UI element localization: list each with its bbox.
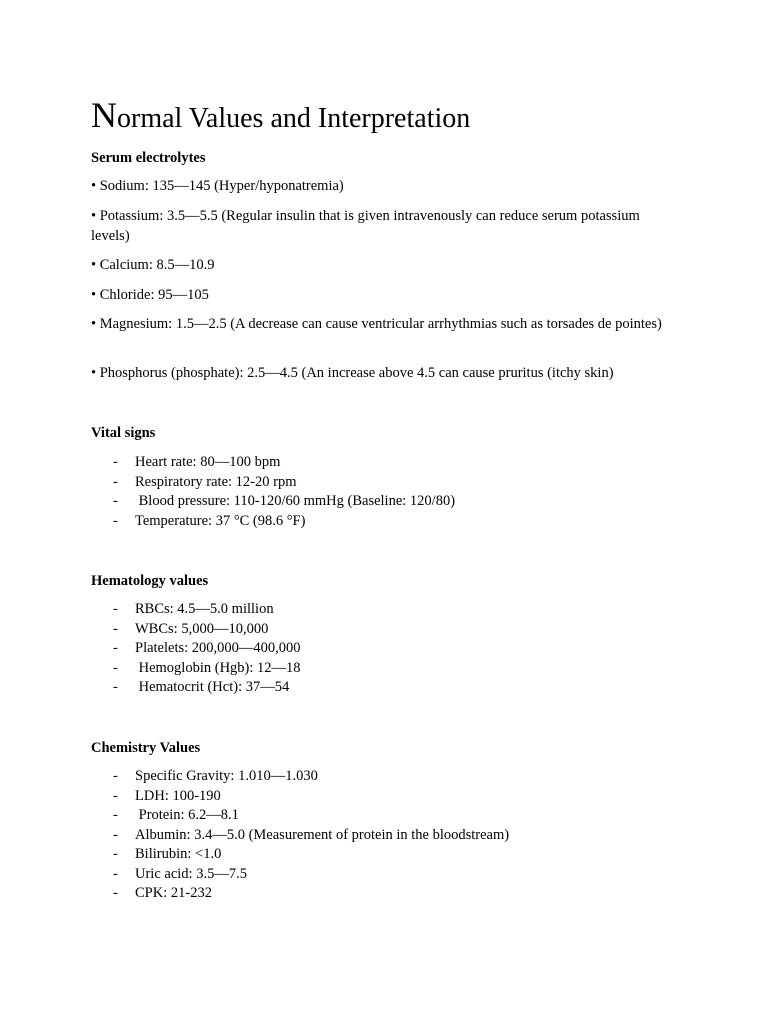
list-item-text: Bilirubin: <1.0	[135, 846, 222, 862]
list-item-text: LDH: 100-190	[135, 787, 221, 804]
potassium-item	[91, 207, 681, 246]
chloride-item	[91, 286, 681, 306]
sodium-item	[91, 177, 681, 197]
dash-marker: -	[113, 807, 118, 823]
chemistry-heading: Chemistry Values	[91, 740, 201, 756]
hematology-list	[91, 600, 301, 698]
list-item	[91, 453, 455, 473]
dash-marker: -	[113, 620, 118, 637]
list-item	[91, 620, 301, 640]
list-item	[91, 492, 455, 512]
list-item-text: Temperature: 37 °C (98.6 °F)	[135, 512, 306, 529]
calcium-name: • Calcium	[91, 257, 149, 273]
list-item-text: Blood pressure: 110-120/60 mmHg (Baseline: 120/80)	[135, 493, 456, 509]
list-item	[91, 845, 509, 865]
list-item-text: Platelets: 200,000—400,000	[135, 640, 301, 656]
dash-marker: -	[113, 512, 118, 529]
dash-marker: -	[113, 601, 118, 617]
dash-marker: -	[113, 679, 118, 695]
page-title	[91, 96, 470, 138]
title-rest: ormal Values and Interpretation	[117, 103, 471, 134]
list-item	[91, 659, 301, 679]
title-drop-letter: N	[91, 95, 117, 135]
list-item	[91, 884, 509, 904]
list-item	[91, 787, 509, 807]
vital-signs-heading: Vital signs	[91, 425, 156, 441]
phosphorus-item	[91, 364, 681, 384]
sodium-value: : 135—145 (Hyper/hyponatremia)	[144, 178, 344, 194]
magnesium-value: : 1.5—2.5 (A decrease can cause ventricular arrhythmias such as torsades de pointes)	[168, 316, 662, 332]
list-item	[91, 806, 509, 826]
calcium-value: : 8.5—10.9	[148, 257, 215, 273]
dash-marker: -	[113, 885, 118, 901]
sodium-name: • Sodium	[91, 178, 145, 194]
list-item-text: CPK: 21-232	[135, 885, 212, 901]
dash-marker: -	[113, 659, 118, 676]
dash-marker: -	[113, 493, 118, 509]
list-item-text: WBCs: 5,000—10,000	[135, 620, 269, 637]
list-item-text: Respiratory rate: 12-20 rpm	[135, 473, 297, 490]
list-item	[91, 826, 509, 846]
dash-marker: -	[113, 640, 118, 656]
dash-marker: -	[113, 865, 118, 882]
list-item-text: Hemoglobin (Hgb): 12—18	[135, 659, 301, 676]
magnesium-item	[91, 315, 681, 335]
list-item	[91, 512, 455, 532]
list-item	[91, 767, 509, 787]
list-item-text: Specific Gravity: 1.010—1.030	[135, 768, 318, 784]
list-item-text: Heart rate: 80—100 bpm	[135, 454, 281, 470]
potassium-value: : 3.5—5.5 (Regular insulin that is given intravenously can reduce serum potassium levels)	[91, 208, 640, 244]
phosphorus-value: : 2.5—4.5 (An increase above 4.5 can cause pruritus (itchy skin)	[239, 365, 614, 381]
list-item	[91, 473, 455, 493]
calcium-item	[91, 256, 681, 276]
dash-marker: -	[113, 846, 118, 862]
chloride-name: • Chloride	[91, 287, 151, 303]
list-item	[91, 639, 301, 659]
dash-marker: -	[113, 473, 118, 490]
hematology-heading: Hematology values	[91, 573, 209, 589]
dash-marker: -	[113, 787, 118, 804]
serum-electrolytes-heading: Serum electrolytes	[91, 150, 206, 166]
list-item-text: Hematocrit (Hct): 37—54	[135, 679, 290, 695]
chemistry-list	[91, 767, 509, 904]
list-item	[91, 600, 301, 620]
list-item	[91, 865, 509, 885]
potassium-name: • Potassium	[91, 208, 160, 224]
dash-marker: -	[113, 454, 118, 470]
magnesium-name: • Magnesium	[91, 316, 169, 332]
vital-signs-list	[91, 453, 455, 531]
chloride-value: : 95—105	[150, 287, 209, 303]
list-item	[91, 678, 301, 698]
list-item-text: Protein: 6.2—8.1	[135, 807, 239, 823]
list-item-text: Uric acid: 3.5—7.5	[135, 865, 247, 882]
list-item-text: Albumin: 3.4—5.0 (Measurement of protein in the bloodstream)	[135, 826, 510, 843]
dash-marker: -	[113, 768, 118, 784]
list-item-text: RBCs: 4.5—5.0 million	[135, 601, 274, 617]
dash-marker: -	[113, 826, 118, 843]
phosphorus-name: • Phosphorus (phosphate)	[91, 365, 240, 381]
